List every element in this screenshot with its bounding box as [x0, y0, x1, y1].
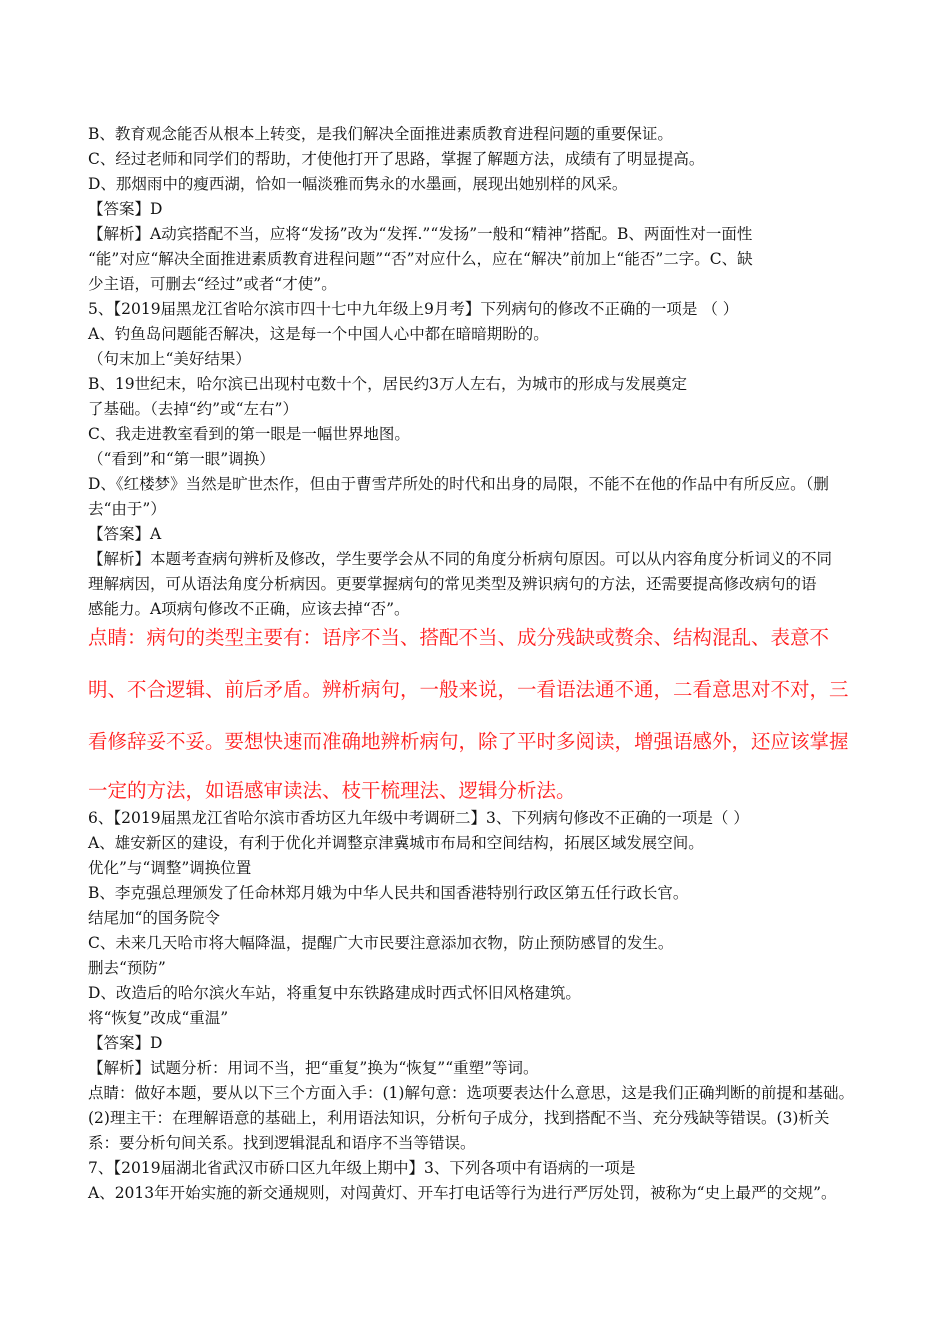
analysis-line: 理解病因，可从语法角度分析病因。更要掌握病句的常见类型及辨识病句的方法，还需要提高修改病句的语 [88, 575, 817, 593]
option-b-line: B、19世纪末，哈尔滨已出现村屯数十个，居民约3万人左右，为城市的形成与发展奠定 [88, 375, 687, 393]
tip-line: (2)理主干：在理解语意的基础上，利用语法知识，分析句子成分，找到搭配不当、充分残缺等错误。(3)析关 [88, 1109, 830, 1127]
analysis-line: 【解析】A动宾搭配不当，应将“发扬”改为“发挥.”“发扬”一般和“精神”搭配。B、两面性对一面性 [88, 225, 753, 243]
option-a-line: A、2013年开始实施的新交通规则，对闯黄灯、开车打电话等行为进行严厉处罚，被称为“史上最严的交规”。 [88, 1184, 837, 1202]
question-5-title: 5、【2019届黑龙江省哈尔滨市四十七中九年级上9月考】下列病句的修改不正确的一项是 （ ） [88, 300, 739, 318]
revision-note: 优化”与“调整”调换位置 [88, 859, 252, 877]
option-b-continued: 了基础。（去掉“约”或“左右”） [88, 400, 298, 418]
option-c-line: C、未来几天哈市将大幅降温，提醒广大市民要注意添加衣物，防止预防感冒的发生。 [88, 934, 674, 952]
option-c-line: C、我走进教室看到的第一眼是一幅世界地图。 [88, 425, 410, 443]
answer-line: 【答案】D [88, 200, 163, 218]
tip-highlight-line: 看修辞妥不妥。要想快速而准确地辨析病句，除了平时多阅读，增强语感外，还应该掌握 [88, 730, 849, 753]
answer-line: 【答案】D [88, 1034, 163, 1052]
option-d-line: D、那烟雨中的瘦西湖，恰如一幅淡雅而隽永的水墨画，展现出她别样的风采。 [88, 175, 628, 193]
analysis-line: “能”对应“解决全面推进素质教育进程问题”“否”对应什么，应在“解决”前加上“能否”二字。C、缺 [88, 250, 753, 268]
question-6-title: 6、【2019届黑龙江省哈尔滨市香坊区九年级中考调研二】3、下列病句修改不正确的一项是（ ） [88, 809, 749, 827]
option-d-line: D、改造后的哈尔滨火车站，将重复中东铁路建成时西式怀旧风格建筑。 [88, 984, 581, 1002]
option-b-line: B、李克强总理颁发了任命林郑月娥为中华人民共和国香港特别行政区第五任行政长官。 [88, 884, 689, 902]
tip-highlight-line: 点睛：病句的类型主要有：语序不当、搭配不当、成分残缺或赘余、结构混乱、表意不 [88, 626, 830, 649]
option-d-line: D、《红楼梦》当然是旷世杰作，但由于曹雪芹所处的时代和出身的局限，不能不在他的作品中有所反应。（删 [88, 475, 829, 493]
option-c-line: C、经过老师和同学们的帮助，才使他打开了思路，掌握了解题方法，成绩有了明显提高。 [88, 150, 705, 168]
tip-line: 点睛：做好本题，要从以下三个方面入手：(1)解句意：选项要表达什么意思，这是我们正确判断的前提和基础。 [88, 1084, 854, 1102]
option-b-line: B、教育观念能否从根本上转变，是我们解决全面推进素质教育进程问题的重要保证。 [88, 125, 673, 143]
revision-note: （“看到”和“第一眼”调换） [88, 450, 275, 468]
option-a-line: A、钓鱼岛问题能否解决，这是每一个中国人心中都在暗暗期盼的。 [88, 325, 549, 343]
tip-highlight-line: 明、不合逻辑、前后矛盾。辨析病句，一般来说，一看语法通不通，二看意思对不对，三 [88, 678, 849, 701]
question-7-title: 7、【2019届湖北省武汉市硚口区九年级上期中】3、下列各项中有语病的一项是 [88, 1159, 636, 1177]
revision-note: 将“恢复”改成“重温” [88, 1009, 229, 1027]
revision-note: 结尾加“的国务院令 [88, 909, 220, 927]
analysis-line: 【解析】本题考查病句辨析及修改，学生要学会从不同的角度分析病句原因。可以从内容角度分析词义的不同 [88, 550, 833, 568]
tip-highlight-line: 一定的方法，如语感审读法、枝干梳理法、逻辑分析法。 [88, 779, 576, 802]
answer-line: 【答案】A [88, 525, 162, 543]
tip-line: 系：要分析句间关系。找到逻辑混乱和语序不当等错误。 [88, 1134, 476, 1152]
revision-note: 删去“预防” [88, 959, 166, 977]
analysis-line: 【解析】试题分析：用词不当，把“重复”换为“恢复”“重塑”等词。 [88, 1059, 539, 1077]
analysis-line: 感能力。A项病句修改不正确，应该去掉“否”。 [88, 600, 410, 618]
revision-note: （句末加上“美好结果） [88, 350, 251, 368]
analysis-line: 少主语，可删去“经过”或者“才使”。 [88, 275, 337, 293]
revision-note: 去“由于”） [88, 500, 166, 518]
option-a-line: A、雄安新区的建设，有利于优化并调整京津冀城市布局和空间结构，拓展区域发展空间。 [88, 834, 704, 852]
